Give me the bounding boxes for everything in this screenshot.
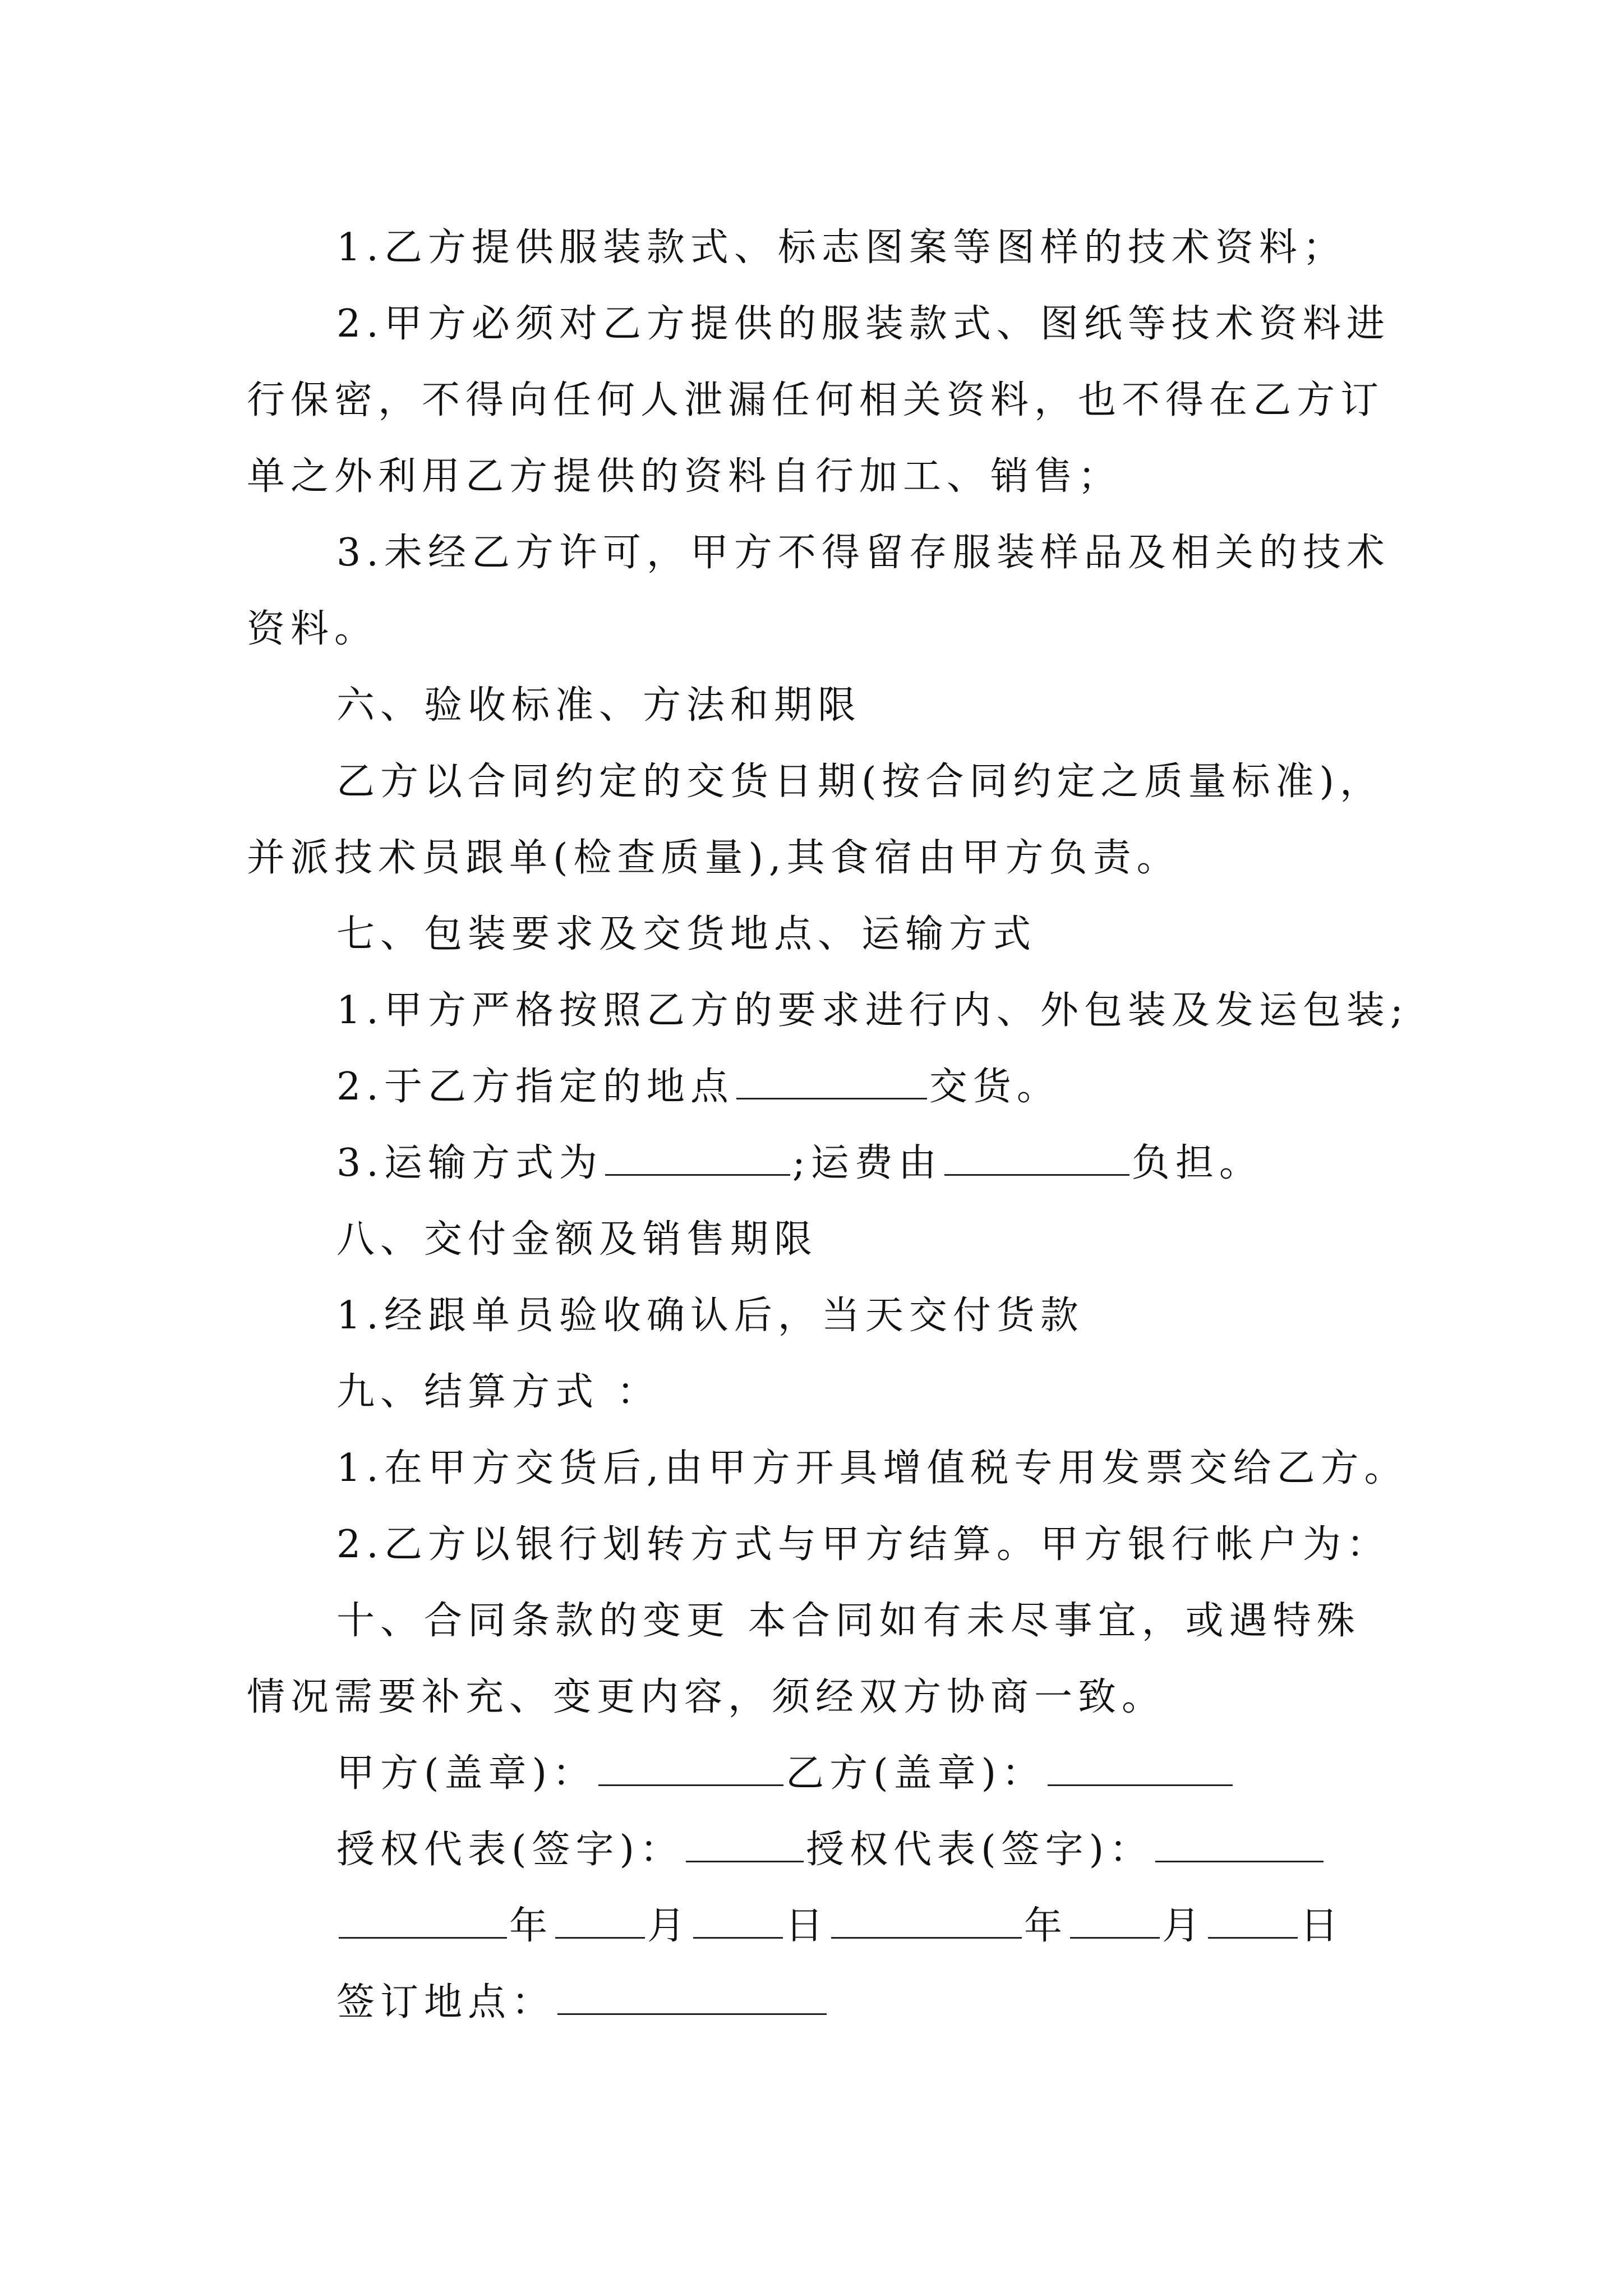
party-a-seal-label: 甲方(盖章)： [336, 1751, 597, 1796]
representative-row [336, 1828, 1469, 1872]
date-b-day-label: 日 [1300, 1904, 1344, 1948]
date-b-month-blank[interactable] [1070, 1904, 1160, 1939]
section7-item1: 1.甲方严格按照乙方的要求进行内、外包装及发运包装; [336, 988, 1409, 1033]
rep-b-label: 授权代表(签字)： [806, 1828, 1154, 1872]
date-a-day-blank[interactable] [693, 1904, 783, 1939]
clause-tech-3-line2: 资料。 [247, 607, 379, 651]
signing-place-label: 签订地点： [336, 1980, 556, 2024]
section9-heading: 九、结算方式 ： [336, 1370, 661, 1414]
section6-body-line2: 并派技术员跟单(检查质量),其食宿由甲方负责。 [247, 836, 1181, 880]
section10-line2: 情况需要补充、变更内容，须经双方协商一致。 [247, 1675, 1166, 1719]
date-b-month-label: 月 [1162, 1904, 1206, 1948]
clause-tech-2-line1: 2.甲方必须对乙方提供的服装款式、图纸等技术资料进 [336, 302, 1390, 346]
date-b-day-blank[interactable] [1208, 1904, 1298, 1939]
date-a-year-blank[interactable] [339, 1904, 507, 1939]
party-a-seal-blank[interactable] [598, 1752, 783, 1786]
rep-a-signature-blank[interactable] [686, 1828, 804, 1862]
date-b-year-blank[interactable] [831, 1904, 1022, 1939]
date-a-day-label: 日 [785, 1904, 829, 1948]
section6-heading: 六、验收标准、方法和期限 [336, 683, 862, 728]
clause-tech-2-line2: 行保密，不得向任何人泄漏任何相关资料，也不得在乙方订 [247, 378, 1385, 422]
section6-body-line1: 乙方以合同约定的交货日期(按合同约定之质量标准)， [336, 760, 1384, 804]
clause-tech-2-line3: 单之外利用乙方提供的资料自行加工、销售； [247, 454, 1122, 499]
party-b-seal-label: 乙方(盖章)： [786, 1751, 1046, 1796]
freight-payer-blank[interactable] [944, 1142, 1129, 1176]
section10-line1: 十、合同条款的变更 本合同如有未尽事宜，或遇特殊 [336, 1599, 1361, 1643]
section9-item1: 1.在甲方交货后,由甲方开具增值税专用发票交给乙方。 [336, 1446, 1408, 1490]
section7-item2 [336, 1065, 1469, 1110]
section7-item3-mid: ;运费由 [792, 1141, 942, 1185]
rep-a-label: 授权代表(签字)： [336, 1828, 684, 1872]
date-row [336, 1904, 1469, 1949]
date-a-month-label: 月 [647, 1904, 691, 1948]
section7-item2-label: 2.于乙方指定的地点 [336, 1065, 734, 1109]
delivery-place-blank[interactable] [736, 1065, 927, 1099]
section8-heading: 八、交付金额及销售期限 [336, 1217, 818, 1262]
signing-place-row [336, 1980, 1469, 2025]
section7-heading: 七、包装要求及交货地点、运输方式 [336, 912, 1037, 956]
date-a-month-blank[interactable] [555, 1904, 645, 1939]
clause-tech-3-line1: 3.未经乙方许可，甲方不得留存服装样品及相关的技术 [336, 531, 1390, 575]
section8-item1: 1.经跟单员验收确认后，当天交付货款 [336, 1294, 1084, 1338]
section7-item3-label: 3.运输方式为 [336, 1141, 603, 1185]
rep-b-signature-blank[interactable] [1155, 1828, 1324, 1862]
section7-item3 [336, 1141, 1469, 1186]
section7-item3-suffix: 负担。 [1131, 1141, 1263, 1185]
date-b-year-label: 年 [1024, 1904, 1068, 1948]
date-a-year-label: 年 [509, 1904, 554, 1948]
clause-tech-1: 1.乙方提供服装款式、标志图案等图样的技术资料； [336, 226, 1347, 270]
transport-method-blank[interactable] [605, 1142, 790, 1176]
party-b-seal-blank[interactable] [1048, 1752, 1233, 1786]
seal-row [336, 1751, 1469, 1796]
section9-item2: 2.乙方以银行划转方式与甲方结算。甲方银行帐户为： [336, 1522, 1390, 1567]
section7-item2-suffix: 交货。 [929, 1065, 1061, 1109]
signing-place-blank[interactable] [557, 1981, 827, 2015]
